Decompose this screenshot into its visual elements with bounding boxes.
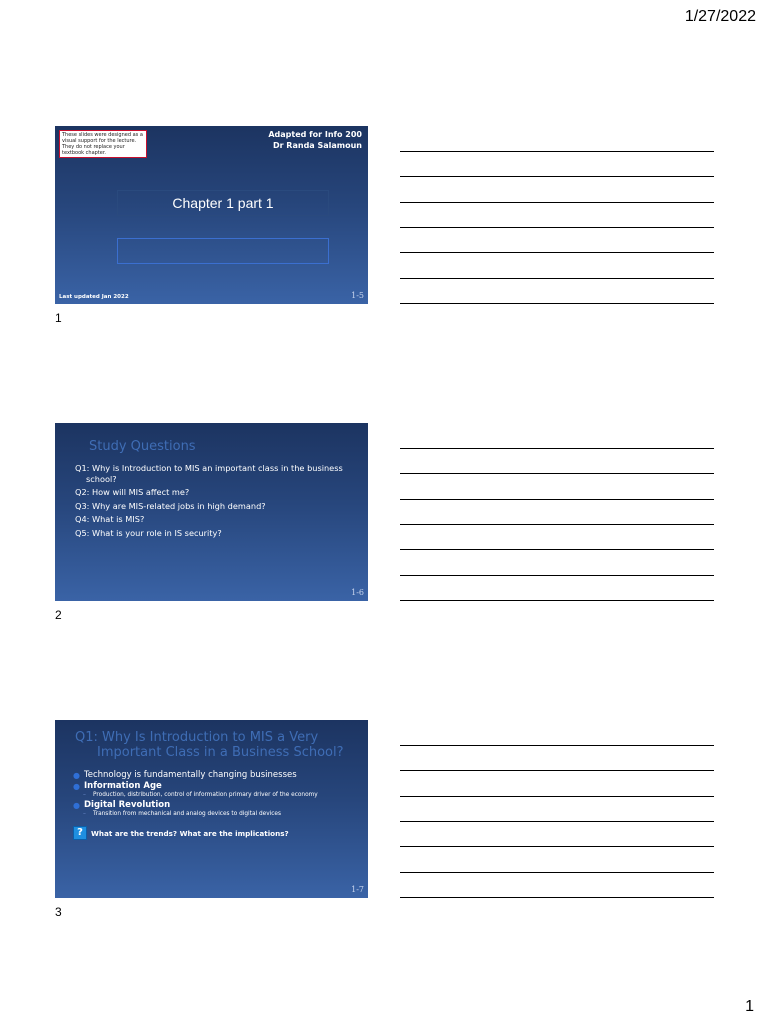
- note-line: [400, 575, 714, 576]
- slide-2: [55, 423, 368, 601]
- note-line: [400, 151, 714, 152]
- sub-bullet-item: – Production, distribution, control of information primary driver of the economy: [83, 792, 318, 798]
- note-line: [400, 745, 714, 746]
- list-item: Q5: What is your role in IS security?: [75, 527, 222, 538]
- note-line: [400, 499, 714, 500]
- list-item: Q1: Why is Introduction to MIS an important class in the business school?: [75, 463, 343, 484]
- note-line: [400, 821, 714, 822]
- sub-bullet-item: – Transition from mechanical and analog devices to digital devices: [83, 811, 282, 817]
- slide-number-1: 1: [55, 311, 62, 325]
- subtitle-placeholder: [117, 238, 329, 264]
- slide-logo: 1-5: [351, 291, 364, 300]
- note-line: [400, 770, 714, 771]
- slide-title: [75, 730, 360, 760]
- bullet-icon: ●: [73, 771, 80, 780]
- discussion-question: [73, 826, 363, 840]
- note-line: [400, 227, 714, 228]
- list-item: Q2: How will MIS affect me?: [75, 487, 190, 497]
- note-line: [400, 303, 714, 304]
- study-questions-list: [75, 463, 360, 541]
- note-line: [400, 846, 714, 847]
- slide-logo: 1-6: [351, 588, 364, 597]
- bullet-item: ● Technology is fundamentally changing businesses: [73, 770, 297, 780]
- slide-title: Chapter 1 part 1: [117, 190, 329, 216]
- adapted-credit: [268, 129, 362, 151]
- note-line: [400, 448, 714, 449]
- adapted-line-2: Dr Randa Salamoun: [272, 141, 362, 150]
- question-mark-icon: ?: [73, 826, 87, 840]
- disclaimer-box: These slides were designed as a visual support for the lecture. They do not replace your textbook chapter.: [59, 130, 147, 158]
- note-line: [400, 549, 714, 550]
- note-line: [400, 473, 714, 474]
- list-item: Q4: What is MIS?: [75, 514, 145, 524]
- slide-title-line-2: Important Class in a Business School?: [97, 745, 344, 760]
- list-item: Q3: Why are MIS-related jobs in high demand?: [75, 500, 266, 511]
- note-line: [400, 278, 714, 279]
- slide-3: [55, 720, 368, 898]
- note-line: [400, 872, 714, 873]
- note-line: [400, 252, 714, 253]
- slide-1: [55, 126, 368, 304]
- slide-number-2: 2: [55, 608, 62, 622]
- bullet-item: ● Information Age: [73, 781, 162, 791]
- slide-body: [73, 770, 363, 840]
- bullet-icon: ●: [73, 801, 80, 810]
- slide-title-line-1: Q1: Why Is Introduction to MIS a Very: [75, 730, 319, 745]
- note-line: [400, 176, 714, 177]
- bullet-item: ● Digital Revolution: [73, 800, 171, 810]
- note-line: [400, 600, 714, 601]
- note-line: [400, 897, 714, 898]
- question-text: What are the trends? What are the implications?: [91, 828, 289, 838]
- sub-bullet-icon: –: [83, 811, 86, 817]
- note-line: [400, 796, 714, 797]
- page-date: 1/27/2022: [684, 8, 756, 25]
- adapted-line-1: Adapted for Info 200: [268, 130, 362, 139]
- bullet-icon: ●: [73, 782, 80, 791]
- slide-title: Study Questions: [89, 439, 196, 454]
- slide-number-3: 3: [55, 905, 62, 919]
- last-updated: Last updated Jan 2022: [59, 294, 129, 300]
- page-number: 1: [745, 998, 754, 1015]
- slide-logo: 1-7: [351, 885, 364, 894]
- sub-bullet-icon: –: [83, 792, 86, 798]
- note-line: [400, 202, 714, 203]
- note-line: [400, 524, 714, 525]
